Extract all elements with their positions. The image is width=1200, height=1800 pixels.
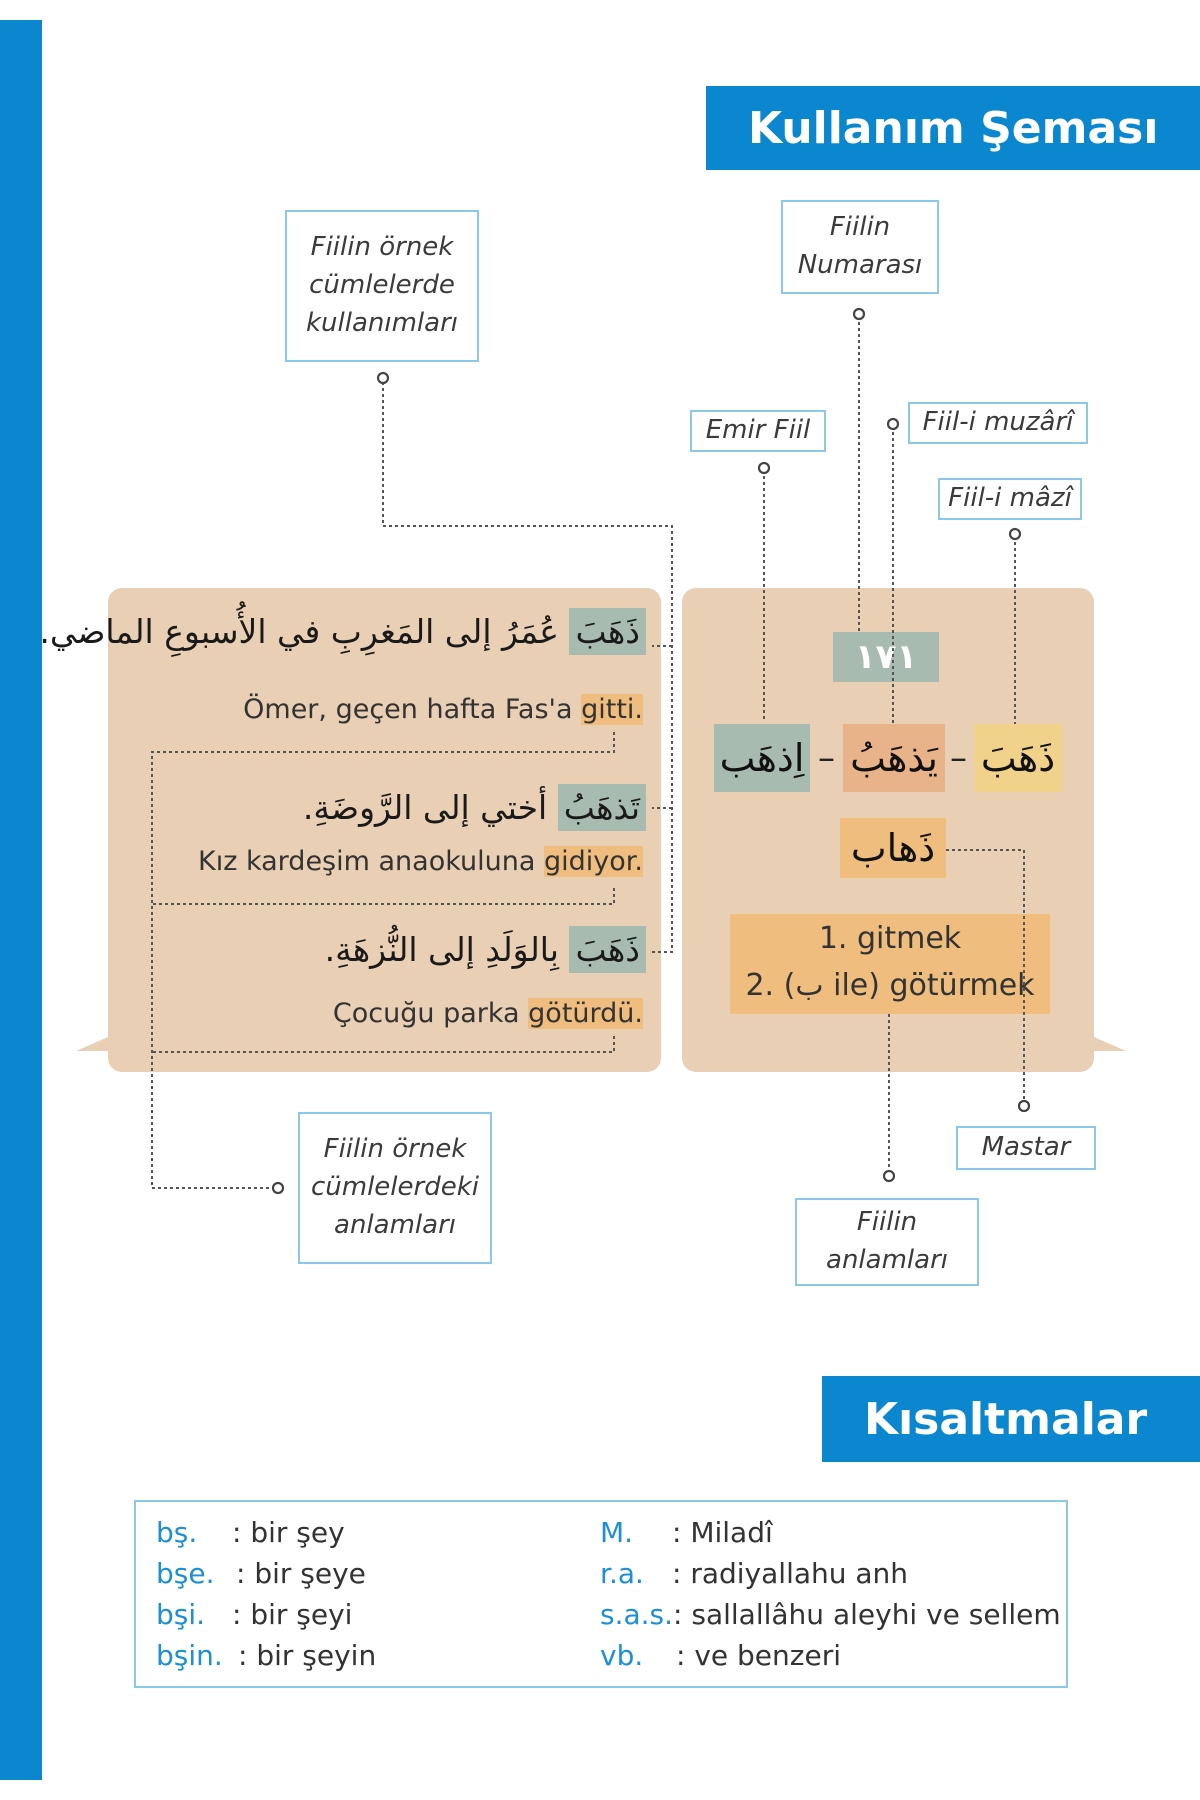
- connector-dot-meanings: [884, 1171, 894, 1181]
- example-1-arabic-rest: عُمَرُ إلى المَغرِبِ في الأُسبوعِ الماضي.: [39, 612, 570, 651]
- example-2-arabic-rest: أختي إلى الرَّوضَةِ.: [302, 788, 558, 827]
- abbr-right-2-value: : radiyallahu anh: [672, 1557, 909, 1590]
- callout-imperative: Emir Fiil: [690, 410, 826, 452]
- abbr-left-2-key: bşe.: [156, 1557, 215, 1590]
- abbreviations-heading: Kısaltmalar: [822, 1376, 1200, 1462]
- callout-example-usages-line1: Fiilin örnek: [310, 232, 454, 263]
- callout-verb-meanings-line2: anlamları: [826, 1245, 948, 1275]
- abbr-left-1-value: : bir şey: [232, 1516, 345, 1549]
- abbr-left-1: [156, 1516, 345, 1549]
- callout-verb-meanings-line1: Fiilin: [856, 1207, 918, 1238]
- connector-usage-path: [383, 382, 672, 952]
- example-2-translation-verb: gidiyor.: [544, 846, 643, 877]
- abbr-left-4-value: : bir şeyin: [238, 1639, 377, 1672]
- abbr-left-3-value: : bir şeyi: [232, 1598, 353, 1631]
- example-2-translation-text: Kız kardeşim anaokuluna: [198, 846, 545, 877]
- abbr-right-2-key: r.a.: [600, 1557, 644, 1590]
- verb-past-form: ذَهَبَ: [974, 724, 1062, 792]
- connector-dot-past: [1010, 529, 1020, 539]
- usage-scheme-heading: Kullanım Şeması: [706, 86, 1200, 170]
- abbr-right-2: [600, 1557, 908, 1590]
- abbr-right-4-key: vb.: [600, 1639, 644, 1672]
- callout-past: Fiil-i mâzî: [938, 478, 1082, 520]
- verb-meaning-2: 2. (ب ile) götürmek: [745, 967, 1035, 1003]
- callout-verb-number-line2: Numarası: [797, 250, 923, 280]
- abbr-left-4: [156, 1639, 376, 1672]
- example-3-translation-text: Çocuğu parka: [332, 998, 529, 1029]
- verb-present-form: يَذهَبُ: [843, 724, 945, 792]
- abbr-right-1-value: : Miladî: [672, 1516, 773, 1549]
- verb-masdar: ذَهاب: [840, 818, 946, 878]
- connector-dot-imperative: [759, 463, 769, 473]
- callout-infinitive: Mastar: [956, 1126, 1096, 1170]
- abbr-left-1-key: bş.: [156, 1516, 198, 1549]
- abbr-left-3: [156, 1598, 352, 1631]
- connector-dot-masdar: [1019, 1101, 1029, 1111]
- abbr-right-3-key: s.a.s.: [600, 1598, 674, 1631]
- callout-example-usages-line2: cümlelerde: [309, 270, 455, 301]
- abbr-left-2-value: : bir şeye: [236, 1557, 366, 1590]
- example-3-arabic-rest: بِالوَلَدِ إلى النُّزهَةِ.: [324, 930, 570, 969]
- connector-dot-number: [854, 309, 864, 319]
- callout-example-usages-line3: kullanımları: [305, 307, 458, 338]
- abbr-right-1: [600, 1516, 773, 1549]
- verb-dash-2: –: [818, 738, 835, 778]
- abbr-left-2: [156, 1557, 366, 1590]
- example-1-translation-text: Ömer, geçen hafta Fas'a: [243, 694, 582, 725]
- connector-example-meanings: [152, 732, 614, 1188]
- verb-dash-1: –: [950, 738, 967, 778]
- verb-meaning-1: 1. gitmek: [818, 921, 962, 956]
- example-1-translation-verb: gitti.: [581, 694, 643, 725]
- verb-imperative-form: اِذهَب: [714, 724, 810, 792]
- connector-masdar: [946, 850, 1024, 1104]
- callout-example-meanings-line3: anlamları: [334, 1209, 456, 1240]
- abbr-right-1-key: M.: [600, 1516, 634, 1549]
- abbr-left-3-key: bşi.: [156, 1598, 206, 1631]
- callout-example-meanings-line2: cümlelerdeki: [310, 1172, 479, 1203]
- example-3-translation-verb: götürdü.: [528, 998, 643, 1029]
- abbr-left-4-key: bşin.: [156, 1639, 223, 1672]
- callout-example-meanings-line1: Fiilin örnek: [323, 1134, 467, 1165]
- callout-verb-number-line1: Fiilin: [829, 212, 891, 243]
- connector-dot-present: [888, 419, 898, 429]
- example-3-verb: ذَهَبَ: [569, 926, 646, 973]
- callout-present: Fiil-i muzârî: [908, 402, 1088, 444]
- example-1-verb: ذَهَبَ: [569, 608, 646, 655]
- example-2-verb: تَذهَبُ: [558, 784, 646, 831]
- connector-dot-usage: [378, 373, 388, 383]
- abbr-right-3: [600, 1598, 1061, 1631]
- connector-example-meanings-branch-3: [152, 1036, 614, 1052]
- verb-number-badge: ١٧١: [833, 632, 939, 682]
- connector-example-meanings-branch-2: [152, 888, 614, 904]
- connector-dot-example-meanings: [273, 1183, 283, 1193]
- abbr-right-4-value: : ve benzeri: [676, 1639, 841, 1672]
- abbr-right-3-value: : sallallâhu aleyhi ve sellem: [673, 1598, 1061, 1631]
- abbr-right-4: [600, 1639, 841, 1672]
